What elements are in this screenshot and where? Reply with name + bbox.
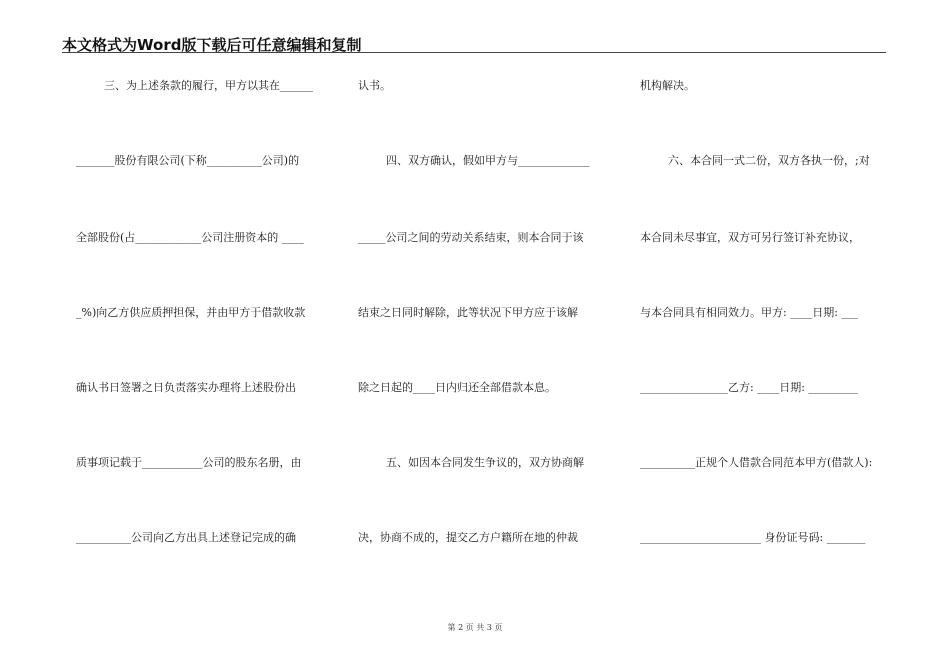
text-line: __________正规个人借款合同范本甲方(借款人): <box>640 456 873 469</box>
text-line: 全部股份(占____________公司注册资本的 ____ <box>76 231 304 244</box>
header-rule <box>62 52 886 53</box>
text-line: 质事项记载于___________公司的股东名册，由 <box>76 456 302 469</box>
text-line: ______________________ 身份证号码: _______ <box>640 531 866 544</box>
text-line: 本合同未尽事宜，双方可另行签订补充协议， <box>640 231 860 244</box>
text-line: 五、如因本合同发生争议的，双方协商解 <box>386 456 584 469</box>
text-line: _____公司之间的劳动关系结束，则本合同于该 <box>358 231 584 244</box>
text-line: 认书。 <box>358 79 391 92</box>
text-line: 与本合同具有相同效力。甲方: ____日期: ___ <box>640 306 858 319</box>
page-number-footer: 第 2 页 共 3 页 <box>447 623 503 632</box>
text-line: 机构解决。 <box>640 79 695 92</box>
text-line: 确认书日签署之日负责落实办理将上述股份出 <box>76 381 296 394</box>
text-line: 三、为上述条款的履行，甲方以其在______ <box>104 79 313 92</box>
text-line: 除之日起的____日内归还全部借款本息。 <box>358 381 556 394</box>
page-header-title: 本文格式为Word版下载后可任意编辑和复制 <box>62 36 362 54</box>
text-line: ________________乙方: ____日期: _________ <box>640 381 858 394</box>
text-line: __________公司向乙方出具上述登记完成的确 <box>76 531 296 544</box>
text-line: 结束之日同时解除，此等状况下甲方应于该解 <box>358 306 578 319</box>
text-line: _%)向乙方供应质押担保，并由甲方于借款收款 <box>76 306 306 319</box>
text-line: 决，协商不成的，提交乙方户籍所在地的仲裁 <box>358 531 578 544</box>
text-line: 六、本合同一式二份，双方各执一份，;对 <box>668 154 870 167</box>
text-line: _______股份有限公司(下称__________公司)的 <box>76 154 300 167</box>
text-line: 四、双方确认，假如甲方与_____________ <box>386 154 590 167</box>
